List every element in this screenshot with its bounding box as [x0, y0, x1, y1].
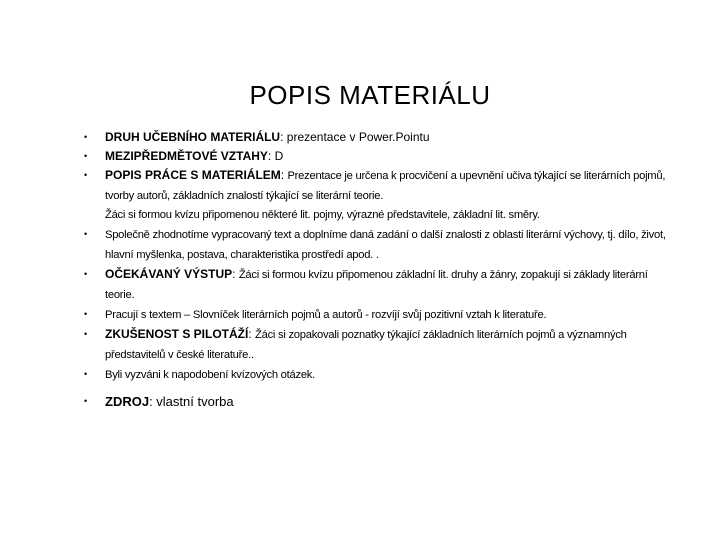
- label-separator: :: [280, 168, 288, 182]
- bullet-text: prezentace v Power.Pointu: [286, 130, 430, 144]
- continuation-text: Žáci si formou kvízu připomenou některé lit. pojmy, výrazné představitele, základní lit. směry.: [105, 209, 540, 221]
- bullet-label: OČEKÁVANÝ VÝSTUP: [105, 267, 233, 281]
- slide-title: POPIS MATERIÁLU: [249, 80, 491, 110]
- bullet-item-evaluation: [84, 225, 674, 265]
- bullet-icon: •: [84, 269, 88, 279]
- bullet-icon: •: [84, 369, 88, 379]
- bullet-text: Společně zhodnotíme vypracovaný text a doplníme daná zadání o další znalosti z oblasti literární výchovy, tj. dílo, život, hlavní myšlenka, postava, charakteristika prostředí apod. .: [105, 229, 666, 261]
- bullet-text: Žáci si zopakovali poznatky týkající základních literárních pojmů a významných představitelů v české literatuře..: [105, 329, 627, 361]
- bullet-icon: •: [84, 170, 88, 180]
- bullet-text: Byli vyzváni k napodobení kvízových otázek.: [105, 369, 316, 381]
- bullet-label: DRUH UČEBNÍHO MATERIÁLU: [105, 130, 281, 144]
- bullet-icon: •: [84, 229, 88, 239]
- label-separator: :: [267, 149, 275, 163]
- label-separator: :: [248, 327, 256, 341]
- bullet-label: ZKUŠENOST S PILOTÁŽÍ: [105, 327, 249, 341]
- bullet-label: MEZIPŘEDMĚTOVÉ VZTAHY: [105, 149, 268, 163]
- bullet-item-source: [84, 392, 674, 411]
- bullet-text: vlastní tvorba: [156, 394, 234, 409]
- bullet-icon: •: [84, 132, 88, 142]
- bullet-text: Žáci si formou kvízu připomenou základní lit. druhy a žánry, zopakují si základy literární teorie.: [105, 269, 648, 301]
- bullet-item-cross-subject: [84, 147, 674, 166]
- label-separator: :: [149, 394, 157, 409]
- bullet-list: [84, 128, 674, 411]
- bullet-text: Pracují s textem – Slovníček literárních pojmů a autorů - rozvíjí svůj pozitivní vztah k literatuře.: [105, 309, 547, 321]
- bullet-item-expected-output: [84, 265, 674, 305]
- bullet-text: D: [274, 149, 284, 163]
- bullet-label: ZDROJ: [105, 394, 150, 409]
- label-separator: :: [280, 130, 287, 144]
- bullet-item-work-description: [84, 166, 674, 206]
- bullet-item-quiz-imitation: [84, 365, 674, 385]
- bullet-label: POPIS PRÁCE S MATERIÁLEM: [105, 168, 281, 182]
- bullet-item-material-type: [84, 128, 674, 147]
- bullet-icon: •: [84, 329, 88, 339]
- bullet-icon: •: [84, 396, 88, 406]
- bullet-text: Prezentace je určena k procvičení a upevnění učiva týkající se literárních pojmů, tvorby autorů, základních znalostí týkající se literární teorie.: [105, 170, 666, 202]
- bullet-item-pilot-experience: [84, 325, 674, 365]
- label-separator: :: [232, 267, 239, 281]
- bullet-icon: •: [84, 309, 88, 319]
- bullet-item-text-work: [84, 305, 674, 325]
- bullet-icon: •: [84, 151, 88, 161]
